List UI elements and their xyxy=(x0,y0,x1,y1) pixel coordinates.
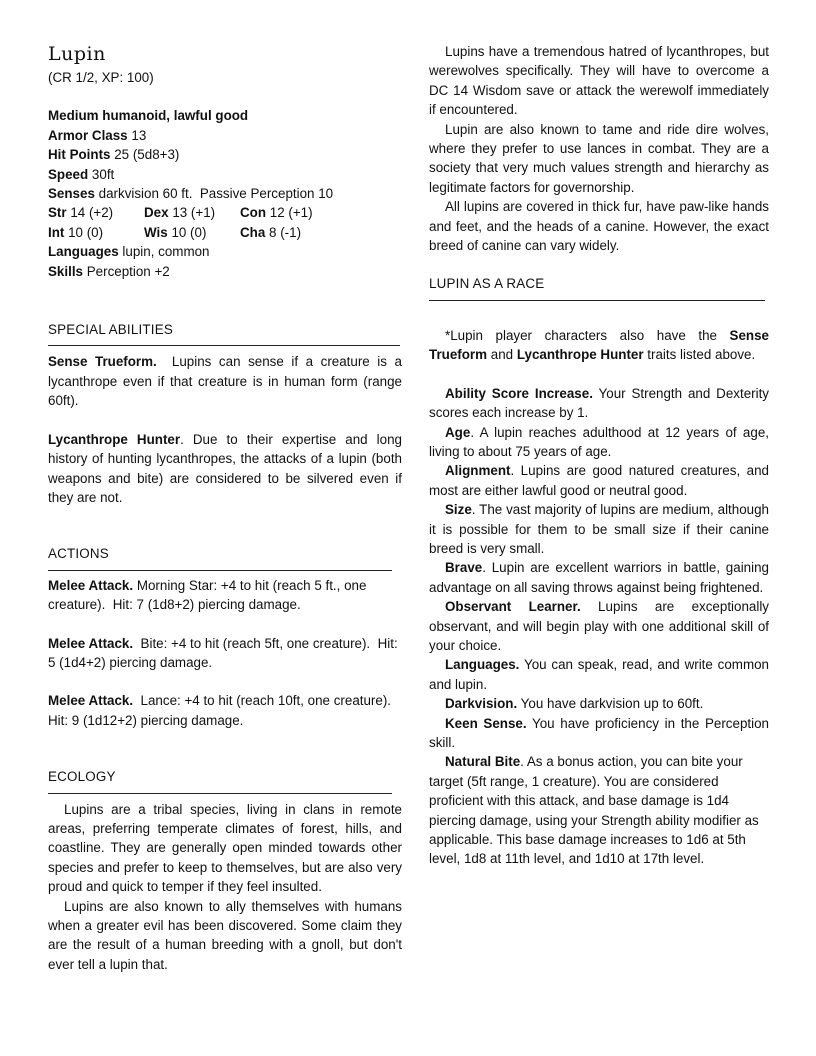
skills: Skills Perception +2 xyxy=(48,263,170,279)
actions-heading: ACTIONS xyxy=(48,546,109,562)
trait-age: Age. A lupin reaches adulthood at 12 years of age, living to about 75 years of age. xyxy=(429,424,769,459)
trait-ability-score: Ability Score Increase. Your Strength and Dexterity scores each increase by 1. xyxy=(429,385,769,421)
armor-class: Armor Class 13 xyxy=(48,127,147,143)
section-divider xyxy=(48,793,392,794)
ability-scores-row-1: Str 14 (+2) Dex 13 (+1) Con 12 (+1) xyxy=(48,205,313,221)
race-heading: LUPIN AS A RACE xyxy=(429,276,545,292)
ecology-paragraph-1: Lupins are a tribal species, living in clans in remote areas, preferring temperate climates of forest, hills, and coastline. They are generally open minded towards other species and prefer to keep to themselves, but are also very proud and quick to temper if they feel insulted. xyxy=(48,801,402,895)
action-bite: Melee Attack. Bite: +4 to hit (reach 5ft, one creature). Hit: 5 (1d4+2) piercing damage. xyxy=(48,635,402,670)
trait-observant-learner: Observant Learner. Lupins are exceptionally observant, and will begin play with one additional skill of your choice. xyxy=(429,599,770,653)
monster-type: Medium humanoid, lawful good xyxy=(48,108,249,124)
trait-languages: Languages. You can speak, read, and write common and lupin. xyxy=(429,657,769,692)
monster-name: Lupin xyxy=(48,43,106,65)
ability-lycanthrope-hunter: Lycanthrope Hunter. Due to their expertise and long history of hunting lycanthropes, the attacks of a lupin (both weapons and bite) are considered to be silvered even if they are not. xyxy=(48,431,402,505)
languages: Languages lupin, common xyxy=(48,244,210,260)
section-divider xyxy=(48,570,392,571)
ability-sense-trueform: Sense Trueform. Lupins can sense if a creature is a lycanthrope even if that creature is in human form (range 60ft). xyxy=(48,354,402,409)
action-morning-star: Melee Attack. Morning Star: +4 to hit (reach 5 ft., one creature). Hit: 7 (1d8+2) piercing damage. xyxy=(48,577,371,613)
ecology-paragraph-2: Lupins are also known to ally themselves with humans when a greater evil has been discovered. Some claim they are the result of a human breeding with a gnoll, but don't ever tell a lupin that. xyxy=(48,898,402,972)
right-column xyxy=(429,42,769,869)
trait-darkvision: Darkvision. You have darkvision up to 60ft. xyxy=(445,696,704,712)
lore-paragraph-2: Lupin are also known to tame and ride dire wolves, where they prefer to use lances in combat. They are a society that very much values strength and hierarchy as legitimate factors for governorship. xyxy=(429,121,769,195)
trait-size: Size. The vast majority of lupins are medium, although it is possible for them to be small size if their canine breed is very small. xyxy=(429,502,769,556)
section-divider xyxy=(48,345,400,346)
senses: Senses darkvision 60 ft. Passive Perception 10 xyxy=(48,186,334,202)
lore-paragraph-3: All lupins are covered in thick fur, have paw-like hands and feet, and the heads of a canine. However, the exact breed of canine can vary widely. xyxy=(429,199,769,254)
left-column xyxy=(48,42,402,974)
trait-keen-sense: Keen Sense. You have proficiency in the Perception skill. xyxy=(429,715,769,750)
trait-natural-bite: Natural Bite. As a bonus action, you can bite your target (5ft range, 1 creature). You are considered proficient with this attack, and base damage is 1d4 piercing damage, using your Strength ability modifier as applicable. This base damage increases to 1d6 at 5th level, 1d8 at 11th level, and 1d10 at 17th level. xyxy=(429,754,759,867)
hit-points: Hit Points 25 (5d8+3) xyxy=(48,147,180,163)
lore-paragraph-1: Lupins have a tremendous hatred of lycanthropes, but werewolves specifically. They will have to overcome a DC 14 Wisdom save or attack the werewolf immediately if encountered. xyxy=(429,44,769,118)
trait-brave: Brave. Lupin are excellent warriors in battle, gaining advantage on all saving throws against being frightened. xyxy=(429,560,769,595)
special-abilities-heading: SPECIAL ABILITIES xyxy=(48,322,173,338)
section-divider xyxy=(429,300,765,301)
ability-scores-row-2: Int 10 (0) Wis 10 (0) Cha 8 (-1) xyxy=(48,224,302,240)
challenge-rating: (CR 1/2, XP: 100) xyxy=(48,70,154,85)
trait-alignment: Alignment. Lupins are good natured creatures, and most are either lawful good or neutral good. xyxy=(429,463,769,498)
ecology-heading: ECOLOGY xyxy=(48,769,116,785)
race-intro: *Lupin player characters also have the Sense Trueform and Lycanthrope Hunter traits listed above. xyxy=(429,327,769,363)
speed: Speed 30ft xyxy=(48,166,115,182)
action-lance: Melee Attack. Lance: +4 to hit (reach 10ft, one creature). Hit: 9 (1d12+2) piercing damage. xyxy=(48,693,399,728)
